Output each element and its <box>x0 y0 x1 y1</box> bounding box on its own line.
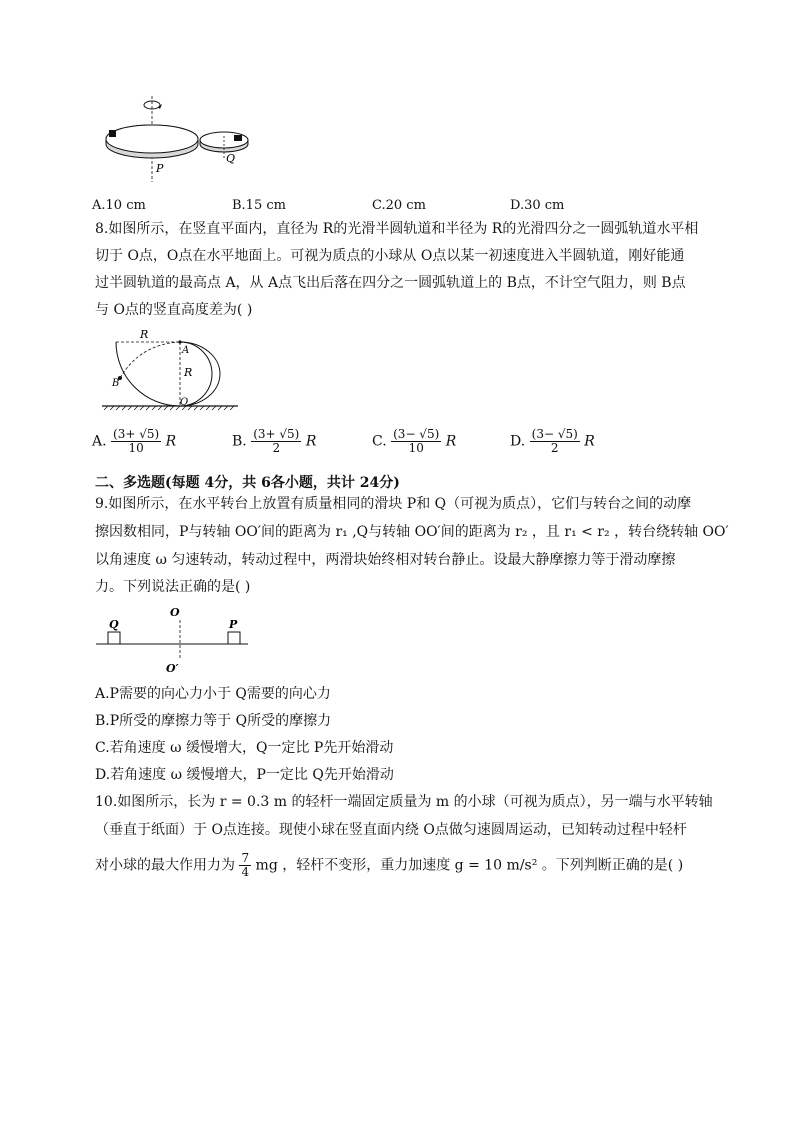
q8-fig-r-mid: R <box>184 366 193 379</box>
q7-figure <box>100 92 260 188</box>
q9-option-c: C.若角速度 ω 缓慢增大，Q一定比 P先开始滑动 <box>95 740 394 756</box>
q8-text-line4: 与 O点的竖直高度差为( ) <box>95 302 253 318</box>
q9-fig-o: O <box>170 606 180 619</box>
q9-option-a: A.P需要的向心力小于 Q需要的向心力 <box>95 686 331 702</box>
q8-fig-o: O <box>180 397 189 408</box>
q8-text-line2: 切于 O点，O点在水平地面上。可视为质点的小球从 O点以某一初速度进入半圆轨道，刚好能通 <box>95 248 685 264</box>
q8-fig-a: A <box>182 345 190 356</box>
q8-option-c: C. $\frac{(3- √5)}{10}$ R <box>372 427 457 455</box>
q8-fig-r-top: R <box>140 328 149 341</box>
q9-option-b: B.P所受的摩擦力等于 Q所受的摩擦力 <box>95 713 332 729</box>
q10-text-line3: 对小球的最大作用力为 $\frac{7}{4}$ mg ，轻杆不变形，重力加速度 g = 10 m/s² 。下列判断正确的是( ) <box>95 851 684 879</box>
q9-text-line4: 力。下列说法正确的是( ) <box>95 579 251 595</box>
q8-option-d: D. $\frac{(3- √5)}{2}$ R <box>510 427 595 455</box>
q9-text-line1: 9.如图所示，在水平转台上放置有质量相同的滑块 P和 Q（可视为质点），它们与转台之间的动摩 <box>95 496 692 512</box>
q7-option-d: D.30 cm <box>510 198 565 213</box>
q8-fig-b: B <box>112 378 120 389</box>
section-2-heading: 二、多选题(每题 4分，共 6各小题，共计 24分) <box>95 475 400 491</box>
q8-figure <box>100 326 240 416</box>
fig7-label-p: P <box>156 162 164 175</box>
q9-fig-q: Q <box>109 618 119 631</box>
q9-figure <box>96 602 256 676</box>
q8-option-a: A. $\frac{(3+ √5)}{10}$ R <box>92 427 177 455</box>
q9-fig-p: P <box>229 618 238 631</box>
q9-fig-o-prime: O′ <box>166 662 179 675</box>
q9-option-d: D.若角速度 ω 缓慢增大，P一定比 Q先开始滑动 <box>95 767 394 783</box>
q10-text-line2: （垂直于纸面）于 O点连接。现使小球在竖直面内绕 O点做匀速圆周运动，已知转动过程中轻杆 <box>95 822 687 838</box>
q7-option-a: A.10 cm <box>92 198 146 213</box>
q10-text-line1: 10.如图所示，长为 r = 0.3 m 的轻杆一端固定质量为 m 的小球（可视为质点），另一端与水平转轴 <box>95 794 713 810</box>
fig7-label-q: Q <box>226 152 236 165</box>
q9-text-line2: 擦因数相同，P与转轴 OO′间的距离为 r₁ ,Q与转轴 OO′间的距离为 r₂ ，且 r₁ < r₂ ，转台绕转轴 OO′ <box>95 524 729 540</box>
q8-text-line3: 过半圆轨道的最高点 A，从 A点飞出后落在四分之一圆弧轨道上的 B点，不计空气阻力，则 B点 <box>95 275 686 291</box>
q7-option-b: B.15 cm <box>232 198 286 213</box>
q9-text-line3: 以角速度 ω 匀速转动，转动过程中，两滑块始终相对转台静止。设最大静摩擦力等于滑动摩擦 <box>95 552 676 568</box>
q8-option-b: B. $\frac{(3+ √5)}{2}$ R <box>232 427 317 455</box>
q7-option-c: C.20 cm <box>372 198 426 213</box>
q8-text-line1: 8.如图所示，在竖直平面内，直径为 R的光滑半圆轨道和半径为 R的光滑四分之一圆弧轨道水平相 <box>95 221 699 237</box>
